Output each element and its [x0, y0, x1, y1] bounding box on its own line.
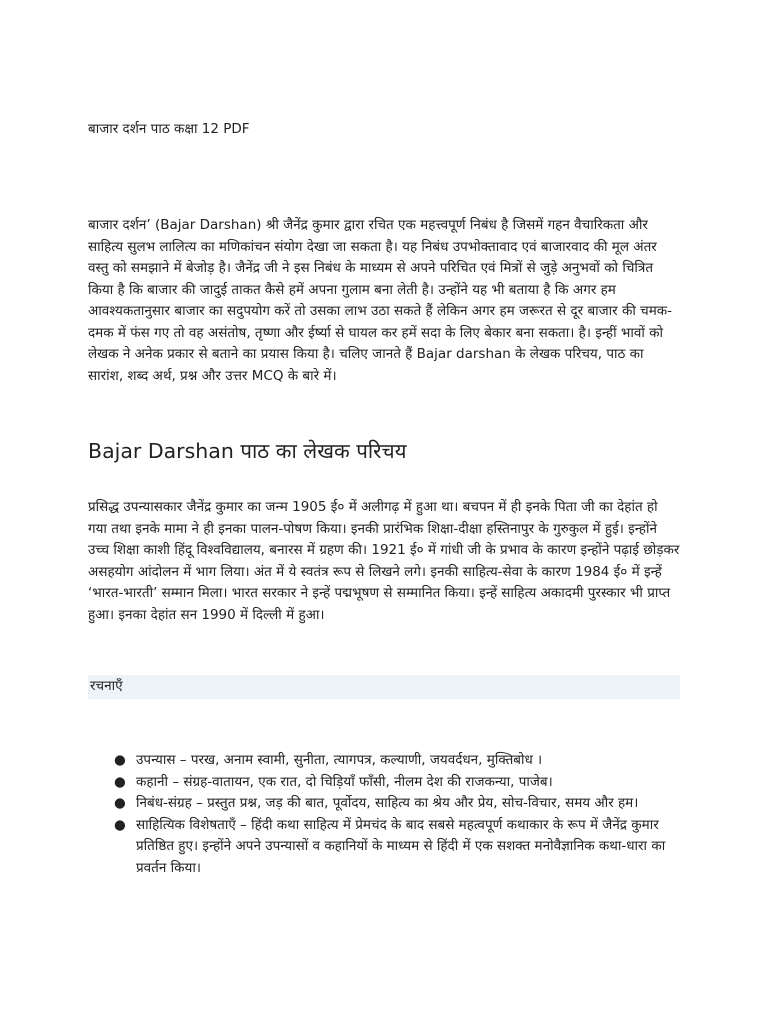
- list-item-text: निबंध-संग्रह – प्रस्तुत प्रश्न, जड़ की बात, पूर्वोदय, साहित्य का श्रेय और प्रेय, सोच-विचार, समय और हम।: [136, 795, 639, 811]
- list-item-text: साहित्यिक विशेषताएँ – हिंदी कथा साहित्य में प्रेमचंद के बाद सबसे महत्वपूर्ण कथाकार के रूप में जैनेंद्र कुमार प्रतिष्ठित हुए। इन्होंने अपने उपन्यासों व कहानियों के माध्यम से हिंदी में एक सशक्त मनोवैज्ञानिक कथा-धारा का प्रवर्तन किया।: [136, 816, 666, 876]
- list-item-text: उपन्यास – परख, अनाम स्वामी, सुनीता, त्यागपत्र, कल्याणी, जयवर्दधन, मुक्तिबोध ।: [136, 752, 543, 768]
- list-item: [88, 750, 680, 772]
- bullet-icon: ●: [114, 752, 126, 768]
- bullet-icon: ●: [114, 773, 126, 790]
- author-intro-heading: Bajar Darshan पाठ का लेखक परिचय: [88, 439, 407, 463]
- document-title: बाजार दर्शन पाठ कक्षा 12 PDF: [88, 121, 250, 137]
- list-item: [88, 815, 680, 880]
- works-list: [88, 750, 680, 879]
- works-heading: रचनाएँ: [88, 675, 680, 699]
- intro-paragraph: बाजार दर्शन’ (Bajar Darshan) श्री जैनेंद्र कुमार द्वारा रचित एक महत्त्वपूर्ण निबंध है जिसमें गहन वैचारिकता और साहित्य सुलभ लालित्य का मणिकांचन संयोग देखा जा सकता है। यह निबंध उपभोक्तावाद एवं बाजारवाद की मूल अंतर वस्तु को समझाने में बेजोड़ है। जैनेंद्र जी ने इस निबंध के माध्यम से अपने परिचित एवं मित्रों से जुड़े अनुभवों को चित्रित किया है कि बाजार की जादुई ताकत कैसे हमें अपना गुलाम बना लेती है। उन्होंने यह भी बताया है कि अगर हम आवश्यकतानुसार बाजार का सदुपयोग करें तो उसका लाभ उठा सकते हैं लेकिन अगर हम जरूरत से दूर बाजार की चमक-दमक में फंस गए तो वह असंतोष, तृष्णा और ईर्ष्या से घायल कर हमें सदा के लिए बेकार बना सकता। है। इन्हीं भावों को लेखक ने अनेक प्रकार से बताने का प्रयास किया है। चलिए जानते हैं Bajar darshan के लेखक परिचय, पाठ का सारांश, शब्द अर्थ, प्रश्न और उत्तर MCQ के बारे में।: [88, 217, 673, 384]
- list-item-text: कहानी – संग्रह-वातायन, एक रात, दो चिड़ियाँ फाँसी, नीलम देश की राजकन्या, पाजेब।: [136, 773, 553, 790]
- bullet-icon: ●: [114, 816, 126, 833]
- author-bio-paragraph: प्रसिद्ध उपन्यासकार जैनेंद्र कुमार का जन्म 1905 ई० में अलीगढ़ में हुआ था। बचपन में ही इनके पिता जी का देहांत हो गया तथा इनके मामा ने ही इनका पालन-पोषण किया। इनकी प्रारंभिक शिक्षा-दीक्षा हस्तिनापुर के गुरुकुल में हुई। इन्होंने उच्च शिक्षा काशी हिंदू विश्वविद्यालय, बनारस में ग्रहण की। 1921 ई० में गांधी जी के प्रभाव के कारण इन्होंने पढ़ाई छोड़कर असहयोग आंदोलन में भाग लिया। अंत में ये स्वतंत्र रूप से लिखने लगे। इनकी साहित्य-सेवा के कारण 1984 ई० में इन्हें ‘भारत-भारती’ सम्मान मिला। भारत सरकार ने इन्हें पद्मभूषण से सम्मानित किया। इन्हें साहित्य अकादमी पुरस्कार भी प्राप्त हुआ। इनका देहांत सन 1990 में दिल्ली में हुआ।: [88, 499, 680, 623]
- list-item: [88, 772, 680, 794]
- list-item: [88, 793, 680, 815]
- bullet-icon: ●: [114, 795, 126, 811]
